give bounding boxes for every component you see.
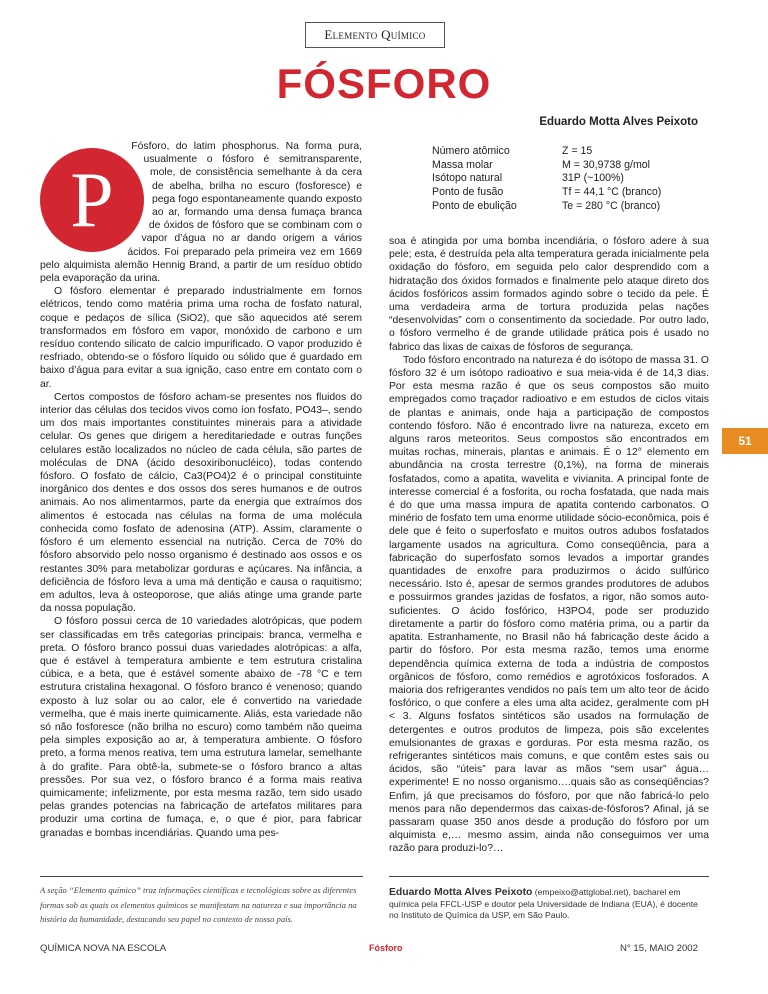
footnote-divider — [389, 876, 709, 877]
info-value: Te = 280 °C (branco) — [562, 199, 661, 212]
author-byline: Eduardo Motta Alves Peixoto — [539, 116, 698, 128]
paragraph: Todo fósforo encontrado na natureza é do isótopo de massa 31. O fósforo 32 é um isótopo radioativo e sua meia-vida é de 14,3 dias. Por esta mesma razão é que os seus compostos são muito empregados como traçador radioativo e em estudos de ciclos vitais de plantas e animais, onde haja a participação de compostos contendo fósforo. Não é encontrado livre na natureza, exceto em alguns raros meteoritos. Seus compostos são encontrados em muitas rochas, minerais, plantas e animais. É o 12° elemento em abundância na crosta terrestre (0,1%), na forma de minerais fosfatados, como a apatita, wavelita e vivianita. A principal fonte de interesse comercial é a fosforita, ou rocha fosfatada, que nada mais é do que uma massa impura de apatita contendo carbonatos. O minério de fosfato tem uma enorme utilidade sócio-econômica, pois é dele que é feito o superfosfato e muitos outros adubos fosfatados largamente usados na agricultura. Como conseqüência, para a fabricação do superfosfato somos levados a importar grandes quantidades de enxofre para produzirmos o ácido sulfúrico necessário. Isto é, apesar de sermos grandes produtores de adubos e possuirmos grandes jazidas de fosfatos, a rigor, não somos auto-suficientes. O ácido fosfórico, H3PO4, pode ser produzido diretamente a partir do fósforo como matéria prima, ou a partir da apatita. Estranhamente, no Brasil não há fabricação deste ácido a partir do fósforo. Por esta mesma razão, temos uma enorme dependência química externa de toda a indústria de compostos orgânicos de fósforo, como remédios e agrotóxicos fosforados. A maioria dos refrigerantes vendidos no país tem um alto teor de ácido fosfórico, o que confere a eles uma alta acidez, geralmente com pH < 3. Alguns fosfatos sintéticos são usados na formulação de detergentes e outros produtos de limpeza, pois são excelentes emulsionantes de graxas e gorduras. Por esta mesma razão, os refrigerantes sintéticos mais comuns, e que contêm estes sais ou ácidos, são “úteis” para lavar as mãos “sem usar” água… experimente! E no nosso organismo….quais são as conseqüências? Enfim, já que precisamos do fósforo, por que não fabricá-lo pelo menos para não dependermos das caixas-de-fósforos? Afinal, já se passaram quase 350 anos desde a produção do fósforo por um alquimista e,… mesmo assim, ainda não conseguimos ver uma razão para produzi-lo?… — [389, 354, 709, 855]
journal-name: QUÍMICA NOVA NA ESCOLA — [40, 943, 167, 954]
info-value: Tf = 44,1 °C (branco) — [562, 186, 662, 199]
paragraph: soa é atingida por uma bomba incendiária, o fósforo adere à sua pele; esta, é destruída pela alta temperatura gerada inicialmente pela oxidação do fósforo, em seguida pelo calor desprendido com a hidratação dos óxidos formados e finalmente pelo ataque direto dos ácidos fosfóricos assim formados agindo sobre o tecido da pele. É uma verdadeira arma de tortura produzida pelas nações “desenvolvidas” com o consentimento da sociedade. Por outro lado, o fósforo vermelho é de grande utilidade prática pois é usado no fabrico das lixas de caixas de fósforos de segurança. — [389, 236, 709, 353]
author-footnote — [389, 887, 709, 922]
column-right — [389, 235, 709, 856]
running-title: Fósforo — [369, 943, 403, 953]
drop-cap: P — [40, 148, 144, 252]
element-infobox — [432, 145, 661, 214]
article-title: FÓSFORO — [276, 60, 492, 107]
author-name: Eduardo Motta Alves Peixoto — [389, 887, 533, 898]
info-key: Ponto de ebulição — [432, 199, 517, 212]
info-key: Massa molar — [432, 158, 493, 171]
page-number-tab: 51 — [722, 428, 768, 454]
paragraph: O fósforo elementar é preparado industrialmente em fornos elétricos, tendo como matéria prima uma rocha de fosfato natural, coque e pedaços de sílica (SiO2), que são aquecidos até serem transformados em fósforo em vapor, monóxido de carbono e um resíduo contendo silicato de calcio impurificado. O vapor produzido é resfriado, obtendo-se o fósforo líquido ou sólido que é guardado em baixo d’água para evitar a sua ignição, caso entre em contato com o ar. — [40, 286, 362, 390]
info-key: Número atômico — [432, 145, 510, 157]
info-value: 31P (~100%) — [562, 172, 624, 185]
paragraph: Certos compostos de fósforo acham-se presentes nos fluidos do interior das células dos tecidos vivos como íon fosfato, PO43–, sendo um dos mais importantes constituintes minerais para a atividade celular. Os genes que dirigem a hereditariedade e outras funções celulares estão localizados no núcleo de cada célula, são partes de moléculas de DNA (ácido desoxiribonucléico), todas contendo fósforo. O fosfato de cálcio, Ca3(PO4)2 é o principal constituinte inorgânico dos dentes e dos ossos dos seres humanos e de outros animais. Ao nos alimentarmos, parte da energia que extraímos dos alimentos é estocada nas células na forma de uma molécula conhecida como fosfato de adenosina (ATP). Assim, claramente o fósforo é um elemento essencial na nutrição. Cerca de 70% do fósforo absorvido pelo nosso organismo é destinado aos ossos e os restantes 30% para metabolizar gorduras e açúcares. Na infância, a deficiência de fósforo leva a uma má dentição e causa o raquitismo; em adultos, leva à osteoporose, que aliás atinge uma grande parte da nossa população. — [40, 391, 362, 615]
column-left — [40, 140, 362, 840]
info-key: Ponto de fusão — [432, 186, 504, 199]
info-value: M = 30,9738 g/mol — [562, 158, 651, 171]
paragraph: Fósforo, do latim phosphorus. Na forma pura, usualmente o fósforo é semitransparente, mole, de consistência semelhante à da cera de abelha, brilha no escuro (fosforesce) e pega fogo espontaneamente quando exposto ao ar, formando uma densa fumaça branca de óxidos de fósforo que se combinam com o vapor d’água no ar dando origem a vários ácidos. Foi preparado pela primeira vez em 1669 pelo alquimista alemão Hennig Brand, a partir de um resíduo obtido pela evaporação da urina. — [40, 141, 362, 285]
section-footnote: A seção “Elemento químico” traz informações científicas e tecnológicas sobre as diferentes formas sob as quais os elementos químicos se manifestam na natureza e sua importância na história da humanidade, destacando seu papel no contexto de nosso país. — [40, 885, 357, 924]
paragraph: O fósforo possui cerca de 10 variedades alotrópicas, que podem ser classificadas em três categorias principais: branca, vermelha e preta. O fósforo branco possui duas variedades alotrópicas: a alfa, que é estável à temperatura ambiente e tem estrutura cristalina cúbica, e a beta, que é estável somente abaixo de -78 °C e tem estrutura cristalina hexagonal. O fósforo branco é venenoso; quando exposto à luz solar ou ao calor, ele é convertido na variedade vermelha, que é mais inerte quimicamente. Aliás, esta variedade não só não fosforesce (não brilha no escuro) como também não queima pela simples exposição ao ar, à temperatura ambiente. O fósforo preto, a forma menos reativa, tem uma estrutura lamelar, semelhante à do grafite. Para obtê-la, submete-se o fósforo branco a altas pressões. Por sua vez, o fósforo branco é a forma mais reativa quimicamente; infelizmente, por esta mesma razão, tem sido usado pelas grandes potencias na fabricação de artefatos militares para produzir uma cortina de fumaça, e, o que é pior, para fabricar granadas e bombas incendiárias. Quando uma pes- — [40, 616, 362, 839]
info-value: Z = 15 — [562, 145, 593, 157]
footnote-divider — [40, 876, 363, 877]
info-key: Isótopo natural — [432, 172, 503, 185]
section-label: Elemento Químico — [305, 22, 445, 48]
author-bio: (empeixo@attglobal.net), bacharel em química pela FFCL-USP e doutor pela Universidade de Indiana (EUA), é docente no Instituto de Química da USP, em São Paulo. — [389, 887, 698, 920]
issue-info: N° 15, MAIO 2002 — [620, 943, 698, 954]
